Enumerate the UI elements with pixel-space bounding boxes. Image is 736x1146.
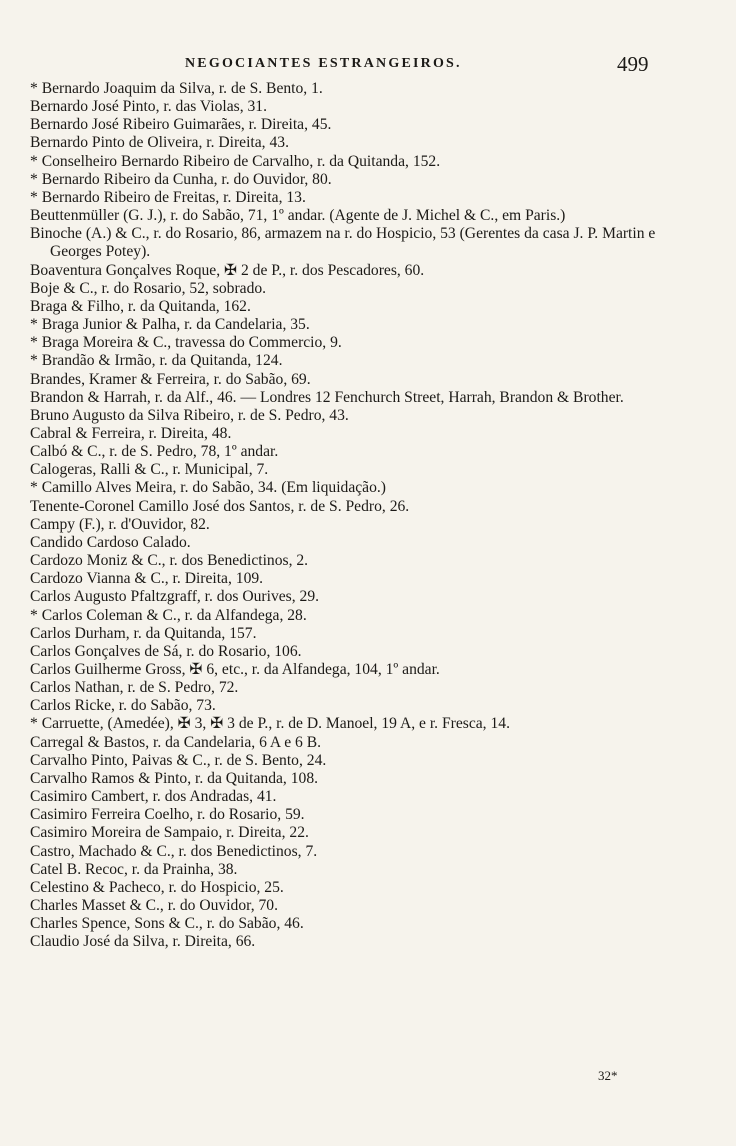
directory-entry: Boje & C., r. do Rosario, 52, sobrado. [30,279,267,297]
directory-entry: * Carlos Coleman & C., r. da Alfandega, 28. [30,606,307,624]
directory-entry: Carlos Ricke, r. do Sabão, 73. [30,697,216,715]
directory-entry: Catel B. Recoc, r. da Prainha, 38. [30,860,238,878]
directory-entry: Candido Cardoso Calado. [30,533,191,551]
directory-entry: * Bernardo Ribeiro da Cunha, r. do Ouvidor, 80. [30,170,332,188]
directory-entry: * Carruette, (Amedée), ✠ 3, ✠ 3 de P., r. de D. Manoel, 19 A, e r. Fresca, 14. [30,715,510,733]
directory-entry: * Bernardo Ribeiro de Freitas, r. Direita, 13. [30,188,306,206]
directory-entry: Brandes, Kramer & Ferreira, r. do Sabão, 69. [30,370,311,388]
directory-entry: Bernardo Pinto de Oliveira, r. Direita, 43. [30,134,289,152]
directory-entries [30,80,680,952]
directory-entry: Brandon & Harrah, r. da Alf., 46. — Londres 12 Fenchurch Street, Harrah, Brandon & Brother. [30,388,624,406]
directory-entry: Campy (F.), r. d'Ouvidor, 82. [30,515,210,533]
directory-entry: Braga & Filho, r. da Quitanda, 162. [30,297,251,315]
directory-entry: * Conselheiro Bernardo Ribeiro de Carvalho, r. da Quitanda, 152. [30,152,441,170]
directory-entry: * Braga Junior & Palha, r. da Candelaria, 35. [30,316,310,334]
directory-entry: Castro, Machado & C., r. dos Benedictinos, 7. [30,842,318,860]
directory-entry: Casimiro Cambert, r. dos Andradas, 41. [30,788,277,806]
directory-entry: Cabral & Ferreira, r. Direita, 48. [30,424,232,442]
directory-entry: Tenente-Coronel Camillo José dos Santos, r. de S. Pedro, 26. [30,497,410,515]
directory-entry: Charles Spence, Sons & C., r. do Sabão, 46. [30,915,304,933]
directory-entry: Casimiro Ferreira Coelho, r. do Rosario, 59. [30,806,305,824]
directory-entry: Charles Masset & C., r. do Ouvidor, 70. [30,897,278,915]
directory-entry: Cardozo Moniz & C., r. dos Benedictinos, 2. [30,552,309,570]
directory-entry: Carlos Nathan, r. de S. Pedro, 72. [30,679,239,697]
directory-entry: Bruno Augusto da Silva Ribeiro, r. de S. Pedro, 43. [30,406,349,424]
printer-signature-mark: 32* [598,1068,618,1083]
directory-entry: Claudio José da Silva, r. Direita, 66. [30,933,256,951]
directory-entry: * Brandão & Irmão, r. da Quitanda, 124. [30,352,283,370]
directory-entry: Carvalho Ramos & Pinto, r. da Quitanda, 108. [30,769,319,787]
directory-entry: Binoche (A.) & C., r. do Rosario, 86, armazem na r. do Hospicio, 53 (Gerentes da casa J. P. Martin e Georges Potey). [30,225,656,261]
directory-entry: * Camillo Alves Meira, r. do Sabão, 34. (Em liquidação.) [30,479,386,497]
directory-entry: Casimiro Moreira de Sampaio, r. Direita, 22. [30,824,309,842]
directory-entry: Celestino & Pacheco, r. do Hospicio, 25. [30,878,284,896]
directory-entry: Carlos Guilherme Gross, ✠ 6, etc., r. da Alfandega, 104, 1º andar. [30,661,440,678]
directory-entry: Carlos Augusto Pfaltzgraff, r. dos Ourives, 29. [30,588,320,606]
running-head-title: NEGOCIANTES ESTRANGEIROS. [185,56,462,71]
directory-entry: Carlos Durham, r. da Quitanda, 157. [30,624,257,642]
directory-entry: * Bernardo Joaquim da Silva, r. de S. Bento, 1. [30,80,323,97]
directory-entry: Calogeras, Ralli & C., r. Municipal, 7. [30,461,269,479]
directory-entry: Boaventura Gonçalves Roque, ✠ 2 de P., r. dos Pescadores, 60. [30,261,425,279]
directory-entry: Beuttenmüller (G. J.), r. do Sabão, 71, 1º andar. (Agente de J. Michel & C., em Paris.) [30,207,566,225]
directory-entry: Carvalho Pinto, Paivas & C., r. de S. Bento, 24. [30,751,327,769]
directory-entry: Carregal & Bastos, r. da Candelaria, 6 A e 6 B. [30,733,322,751]
page-header [0,52,736,78]
directory-entry: Bernardo José Pinto, r. das Violas, 31. [30,98,267,116]
page-number: 499 [617,52,649,76]
directory-entry: Cardozo Vianna & C., r. Direita, 109. [30,570,264,588]
directory-entry: Carlos Gonçalves de Sá, r. do Rosario, 106. [30,642,302,660]
directory-entry: * Braga Moreira & C., travessa do Commercio, 9. [30,334,342,352]
directory-entry: Calbó & C., r. de S. Pedro, 78, 1º andar. [30,443,279,461]
directory-entry: Bernardo José Ribeiro Guimarães, r. Direita, 45. [30,116,332,134]
